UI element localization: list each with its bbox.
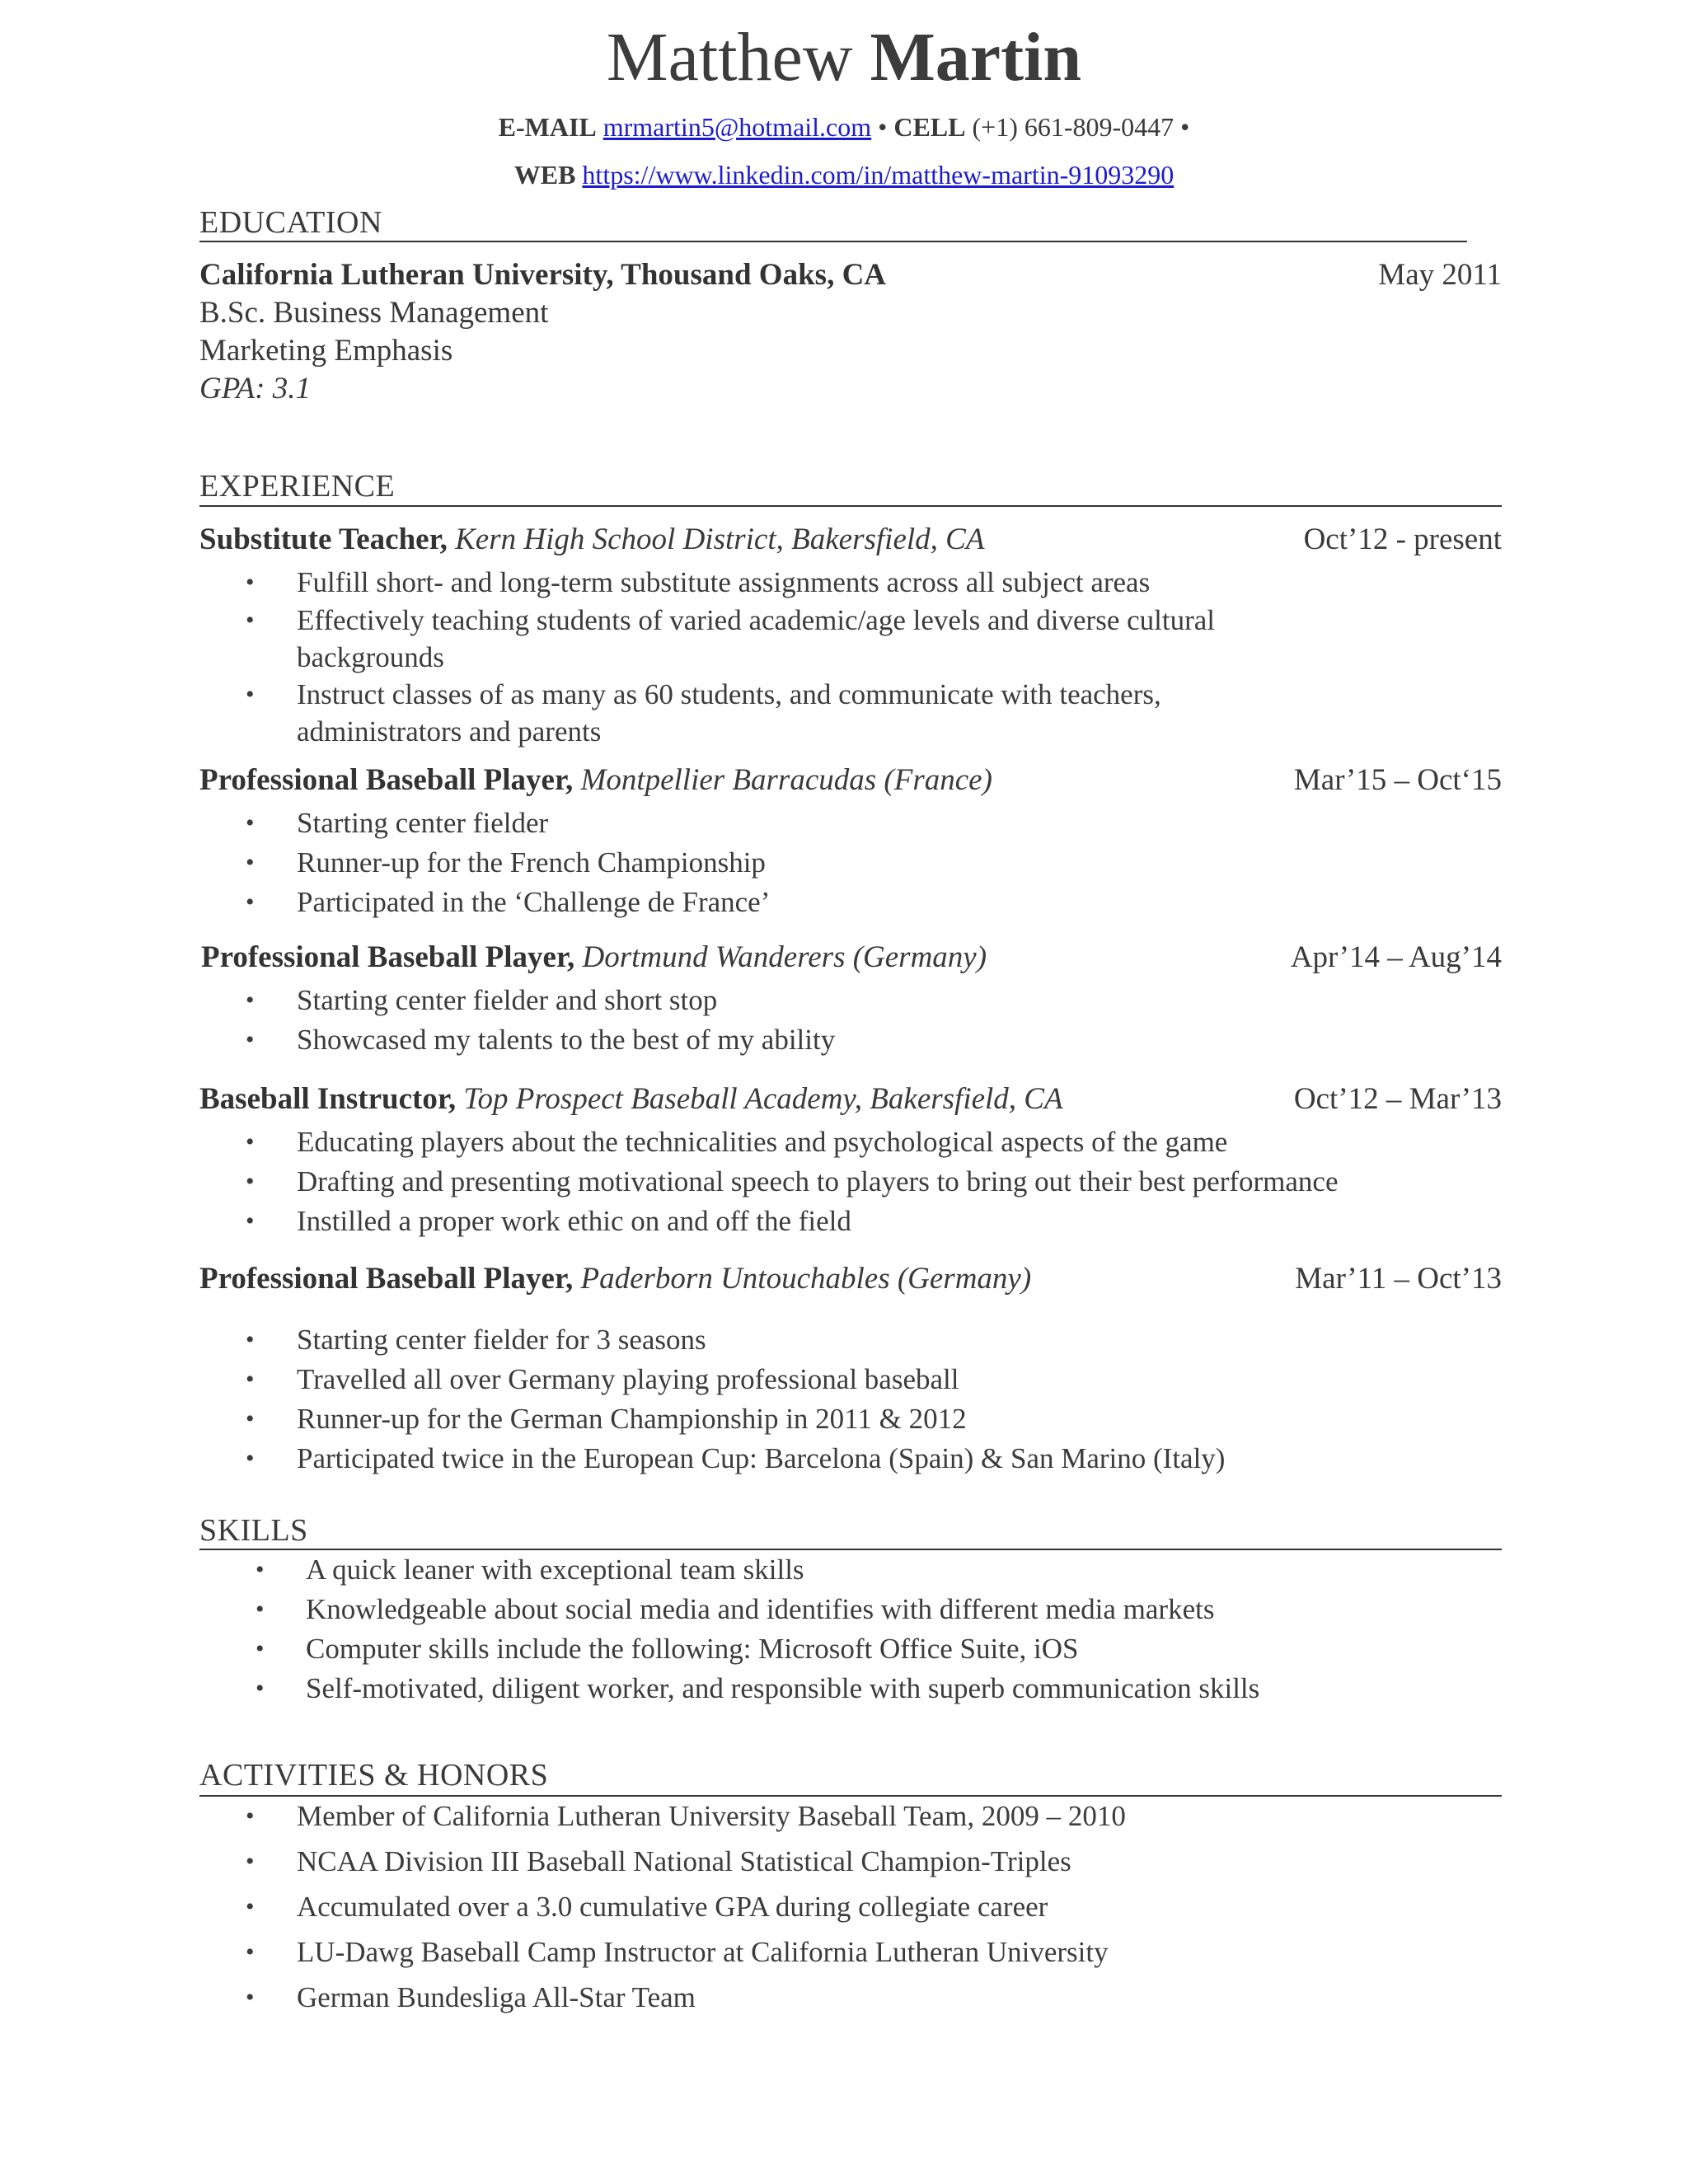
bullet-icon: • <box>246 809 255 837</box>
job-org: Kern High School District, Bakersfield, CA <box>455 523 985 556</box>
education-date: May 2011 <box>1378 258 1502 292</box>
section-rule <box>199 1549 1502 1550</box>
bullet-icon: • <box>246 1026 255 1053</box>
section-title-skills: SKILLS <box>199 1513 308 1548</box>
gpa: GPA: 3.1 <box>199 372 311 405</box>
job-date: Apr’14 – Aug’14 <box>1290 940 1502 974</box>
job-role: Professional Baseball Player, <box>199 1262 574 1296</box>
bullet-icon: • <box>246 1326 255 1353</box>
job-date: Oct’12 – Mar’13 <box>1293 1082 1502 1116</box>
bullet-icon: • <box>246 607 255 634</box>
cell-label: CELL <box>893 112 966 142</box>
bullet-icon: • <box>256 1596 265 1623</box>
bullet-icon: • <box>256 1635 265 1662</box>
separator: • <box>878 112 888 142</box>
section-rule <box>199 505 1502 507</box>
last-name: Martin <box>870 19 1082 96</box>
job-date: Mar’11 – Oct’13 <box>1295 1262 1502 1296</box>
bullet-icon: • <box>246 1938 255 1966</box>
emphasis: Marketing Emphasis <box>199 334 453 368</box>
job-org: Montpellier Barracudas (France) <box>580 763 992 797</box>
resume-page: Matthew Martin E-MAIL mrmartin5@hotmail.com • CELL (+1) 661-809-0447 • WEB https://www.linkedin.com/in/matthew-martin-91093290 EDUCATION California Lutheran University, Thousand Oaks, CA May 2011 B.Sc. Business Management Marketing Emphasis GPA: 3.1 EXPERIENCE Substitute Teacher, Kern High School District, Bakersfield, CA Oct’12 - present • Fulfill short- and long-term substitute assignments across all subject areas • Effectively teaching students of varied academic/age levels and diverse cultural backgrounds • Instruct classes of as many as 60 students, and communicate with teachers, administrators and parents Professional Baseball Player, Montpellier Barracudas (France) Mar’15 – Oct‘15 • Starting center fielder • Runner-up for the French Championship • Participated in the ‘Challenge de France’ Professional Baseball Player, Dortmund Wanderers (Germany) Apr’14 – Aug’14 • Starting center fielder and short stop • Showcased my talents to the best of my ability Baseball Instructor, Top Prospect Baseball Academy, Bakersfield, CA Oct’12 – Mar’13 • Educating players about the technicalities and psychological aspects of the game • Drafting and presenting motivational speech to players to bring out their best performance • Instilled a proper work ethic on and off the field Professional Baseball Player, Paderborn Untouchables (Germany) Mar’11 – Oct’13 • Starting center fielder for 3 seasons • Travelled all over Germany playing professional baseball • Runner-up for the German Championship in 2011 & 2012 • Participated twice in the European Cup: Barcelona (Spain) & San Marino (Italy) SKILLS • A quick leaner with exceptional team skills • Knowledgeable about social media and identifies with different media markets • Computer skills include the following: Microsoft Office Suite, iOS • Self-motivated, diligent worker, and responsible with superb communication skills ACTIVITIES & HONORS • Member of California Lutheran University Baseball Team, 2009 – 2010 • NCAA Division III Baseball National Statistical Champion-Triples • Accumulated over a 3.0 cumulative GPA during collegiate career • LU-Dawg Baseball Camp Instructor at California Lutheran University • German Bundesliga All-Star Team <box>0 0 1688 2184</box>
bullet-icon: • <box>246 1802 255 1830</box>
bullet-icon: • <box>246 1207 255 1235</box>
job-org: Dortmund Wanderers (Germany) <box>582 940 987 974</box>
bullet-icon: • <box>246 1405 255 1432</box>
section-rule <box>199 1795 1502 1797</box>
job-entry <box>199 762 1502 799</box>
school-name: California Lutheran University, Thousand Oaks, CA <box>199 258 887 292</box>
email-link[interactable]: mrmartin5@hotmail.com <box>603 112 872 142</box>
applicant-name <box>0 16 1688 99</box>
job-date: Mar’15 – Oct‘15 <box>1293 763 1502 797</box>
bullet-icon: • <box>246 1366 255 1393</box>
bullet-icon: • <box>246 1128 255 1155</box>
job-entry <box>199 1080 1502 1118</box>
job-role: Professional Baseball Player, <box>199 763 574 797</box>
job-org: Top Prospect Baseball Academy, Bakersfield, CA <box>463 1082 1063 1116</box>
job-date: Oct’12 - present <box>1303 523 1502 556</box>
bullet-icon: • <box>246 987 255 1014</box>
section-title-activities: ACTIVITIES & HONORS <box>199 1758 549 1793</box>
web-label: WEB <box>513 160 576 190</box>
bullet-icon: • <box>246 849 255 876</box>
first-name: Matthew <box>606 19 853 96</box>
job-entry <box>201 939 1502 977</box>
job-entry <box>199 1260 1502 1298</box>
email-label: E-MAIL <box>498 112 597 142</box>
bullet-icon: • <box>246 1445 255 1472</box>
job-role: Professional Baseball Player, <box>201 940 575 974</box>
section-rule <box>199 241 1467 242</box>
separator: • <box>1180 112 1190 142</box>
bullet-icon: • <box>246 569 255 596</box>
contact-line-1 <box>0 110 1688 143</box>
job-role: Substitute Teacher, <box>199 523 448 556</box>
bullet-icon: • <box>246 1168 255 1195</box>
bullet-icon: • <box>246 681 255 708</box>
bullet-icon: • <box>246 1893 255 1920</box>
education-entry <box>199 256 1502 294</box>
bullet-icon: • <box>256 1675 265 1702</box>
job-role: Baseball Instructor, <box>199 1082 457 1116</box>
section-title-education: EDUCATION <box>199 205 382 240</box>
linkedin-link[interactable]: https://www.linkedin.com/in/matthew-martin-91093290 <box>582 160 1175 190</box>
degree: B.Sc. Business Management <box>199 296 549 330</box>
contact-line-2 <box>0 158 1688 191</box>
section-title-experience: EXPERIENCE <box>199 469 396 504</box>
bullet-icon: • <box>246 1984 255 2011</box>
job-entry <box>199 521 1502 559</box>
bullet-icon: • <box>256 1556 265 1583</box>
bullet-icon: • <box>246 1848 255 1875</box>
job-org: Paderborn Untouchables (Germany) <box>580 1262 1032 1296</box>
bullet-icon: • <box>246 888 255 916</box>
cell-number: (+1) 661-809-0447 <box>972 112 1175 142</box>
